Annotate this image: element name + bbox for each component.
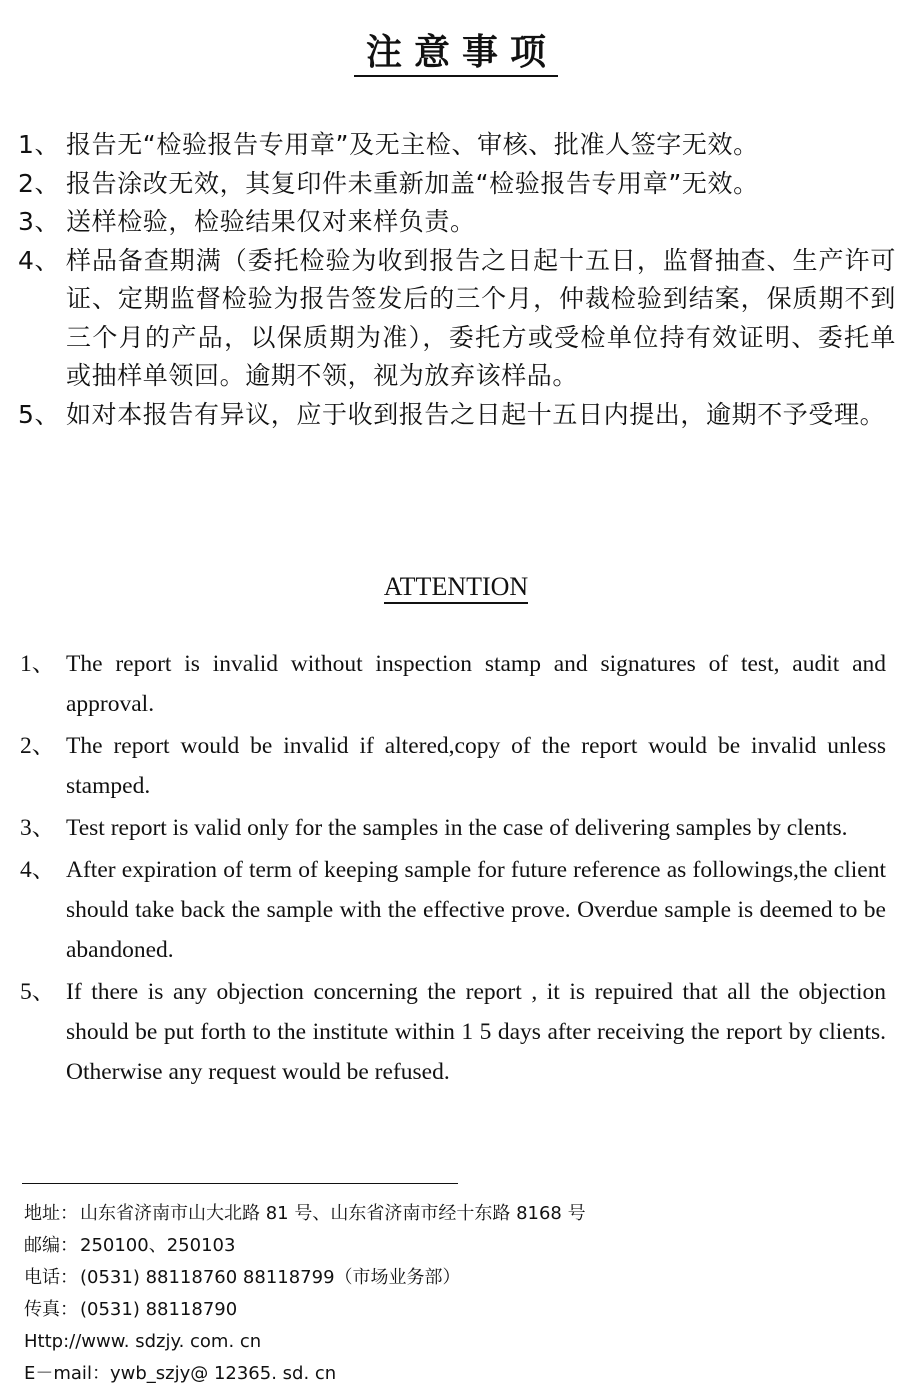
website-value: Http://www. sdzjy. com. cn bbox=[24, 1331, 262, 1352]
cn-item-text: 送样检验，检验结果仅对来样负责。 bbox=[66, 207, 476, 236]
english-title-text: ATTENTION bbox=[384, 572, 528, 604]
address-label: 地址： bbox=[24, 1203, 78, 1224]
en-item-number: 5、 bbox=[20, 979, 56, 1005]
cn-item-number: 5、 bbox=[18, 399, 61, 429]
english-title bbox=[0, 572, 912, 602]
en-item-number: 4、 bbox=[20, 857, 56, 883]
cn-item-4 bbox=[18, 242, 896, 396]
chinese-title-text: 注意事项 bbox=[354, 32, 558, 77]
contact-block bbox=[24, 1198, 894, 1390]
en-item-text: After expiration of term of keeping sample for future reference as followings,the client should take back the sample with the effective prove. Overdue sample is deemed to be abandoned. bbox=[66, 857, 886, 963]
address-value: 山东省济南市山大北路 81 号、山东省济南市经十东路 8168 号 bbox=[80, 1203, 586, 1224]
cn-item-text: 报告涂改无效，其复印件未重新加盖“检验报告专用章”无效。 bbox=[66, 168, 759, 198]
cn-item-2 bbox=[18, 165, 896, 204]
en-item-number: 3、 bbox=[20, 815, 56, 841]
en-item-3 bbox=[20, 808, 886, 848]
cn-item-5 bbox=[18, 396, 896, 435]
en-item-1 bbox=[20, 644, 886, 724]
en-item-text: The report would be invalid if altered,copy of the report would be invalid unless stamped. bbox=[66, 733, 886, 799]
phone-label: 电话： bbox=[24, 1267, 78, 1288]
cn-item-text: 报告无“检验报告专用章”及无主检、审核、批准人签字无效。 bbox=[66, 130, 759, 159]
cn-item-text: 样品备查期满（委托检验为收到报告之日起十五日，监督抽查、生产许可证、定期监督检验为报告签发后的三个月，仲裁检验到结案，保质期不到三个月的产品，以保质期为准），委托方或受检单位持有效证明、委托单或抽样单领回。逾期不领，视为放弃该样品。 bbox=[66, 245, 896, 390]
en-item-number: 1、 bbox=[20, 651, 56, 677]
en-item-4 bbox=[20, 850, 886, 970]
email-value: E－mail：ywb_szjy@ 12365. sd. cn bbox=[24, 1363, 337, 1384]
postcode-label: 邮编： bbox=[24, 1235, 78, 1256]
postcode-value: 250100、250103 bbox=[80, 1235, 236, 1256]
cn-item-number: 2、 bbox=[18, 168, 61, 198]
cn-item-number: 3、 bbox=[18, 207, 61, 236]
phone-value: (0531) 88118760 88118799（市场业务部） bbox=[80, 1267, 461, 1288]
cn-item-3 bbox=[18, 203, 896, 242]
footer-divider bbox=[22, 1183, 458, 1184]
chinese-title bbox=[0, 24, 912, 75]
fax-label: 传真： bbox=[24, 1299, 78, 1320]
en-item-text: Test report is valid only for the samples in the case of delivering samples by clents. bbox=[66, 815, 848, 841]
phone-line bbox=[24, 1262, 894, 1294]
en-item-5 bbox=[20, 972, 886, 1092]
postcode-line bbox=[24, 1230, 894, 1262]
email-line bbox=[24, 1358, 894, 1390]
address-line bbox=[24, 1198, 894, 1230]
fax-value: (0531) 88118790 bbox=[80, 1299, 238, 1320]
fax-line bbox=[24, 1294, 894, 1326]
en-item-2 bbox=[20, 726, 886, 806]
en-item-text: The report is invalid without inspection stamp and signatures of test, audit and approval. bbox=[66, 651, 886, 717]
cn-item-text: 如对本报告有异议，应于收到报告之日起十五日内提出，逾期不予受理。 bbox=[66, 399, 886, 429]
cn-item-1 bbox=[18, 126, 896, 165]
english-notice-list bbox=[20, 644, 886, 1094]
cn-item-number: 1、 bbox=[18, 130, 61, 159]
en-item-text: If there is any objection concerning the report , it is repuired that all the objection should be put forth to the institute within 1 5 days after receiving the report by clients. Otherwise any request would be refused. bbox=[66, 979, 886, 1085]
cn-item-number: 4、 bbox=[18, 245, 61, 275]
en-item-number: 2、 bbox=[20, 733, 56, 759]
website-line bbox=[24, 1326, 894, 1358]
chinese-notice-list bbox=[18, 126, 896, 434]
